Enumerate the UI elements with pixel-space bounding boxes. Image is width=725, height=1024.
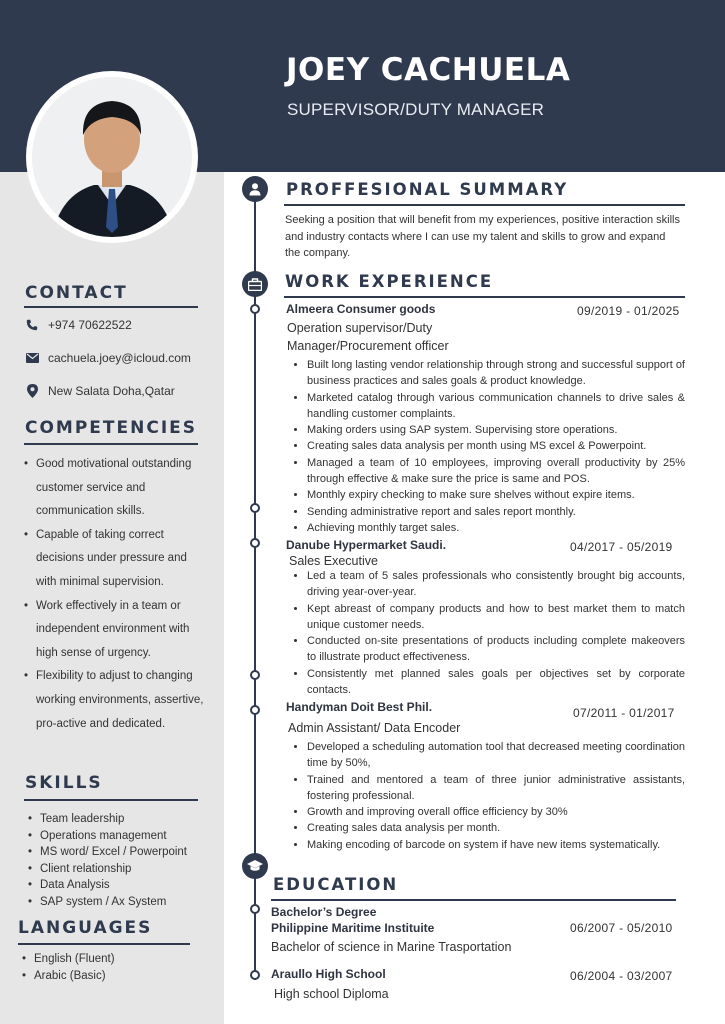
summary-heading: PROFFESIONAL SUMMARY <box>286 180 569 199</box>
education-school: Araullo High School <box>271 967 386 981</box>
list-item: • Achieving monthly target sales. <box>307 520 685 536</box>
location-pin-icon <box>24 384 40 398</box>
list-item: • Developed a scheduling automation tool that decreased meeting coordination time by 50%, <box>307 739 685 772</box>
education-detail: High school Diploma <box>274 987 389 1001</box>
list-item: • Arabic (Basic) <box>20 968 210 985</box>
profile-photo <box>26 71 198 243</box>
candidate-name: JOEY CACHUELA <box>286 52 571 88</box>
list-item: • Good motivational outstanding customer service and communication skills. <box>22 453 207 524</box>
work-experience-divider <box>284 296 685 298</box>
list-item: • Sending administrative report and sales report monthly. <box>307 504 685 520</box>
email-address: cachuela.joey@icloud.com <box>48 351 191 365</box>
education-degree: Bachelor’s Degree <box>271 905 377 919</box>
competencies-list <box>22 453 207 736</box>
work-experience-heading: WORK EXPERIENCE <box>285 272 494 291</box>
education-divider <box>271 899 676 901</box>
address-text: New Salata Doha,Qatar <box>48 384 175 398</box>
job-bullets <box>307 357 685 536</box>
list-item: • Making encoding of barcode on system if have new items systematically. <box>307 837 685 853</box>
competencies-heading: COMPETENCIES <box>25 418 198 438</box>
list-item: • Creating sales data analysis per month. <box>307 820 685 836</box>
job-company: Almeera Consumer goods <box>286 302 436 316</box>
candidate-title: SUPERVISOR/DUTY MANAGER <box>287 100 545 119</box>
languages-list <box>20 951 210 984</box>
graduation-cap-icon <box>242 853 268 879</box>
contact-email[interactable] <box>24 351 191 365</box>
list-item: • Creating sales data analysis per month using MS excel & Powerpoint. <box>307 438 685 454</box>
timeline-dot <box>250 904 260 914</box>
job-company: Danube Hypermarket Saudi. <box>286 538 447 552</box>
summary-text: Seeking a position that will benefit from my experiences, positive interaction skills and industry contacts where I can use my talent and skills to grow and expand the company. <box>285 214 680 259</box>
skills-heading: SKILLS <box>25 773 103 793</box>
list-item: • Marketed catalog through various communication channels to drive sales & handling customer complaints. <box>307 390 685 423</box>
timeline-dot <box>250 503 260 513</box>
list-item: • Team leadership <box>26 811 216 828</box>
education-detail: Bachelor of science in Marine Trasportation <box>271 940 512 954</box>
list-item: • Data Analysis <box>26 877 216 894</box>
person-icon <box>242 176 268 202</box>
list-item: • Built long lasting vendor relationship through strong and successful support of business practices and sales goals & product knowledge. <box>307 357 685 390</box>
list-item: • Growth and improving overall office efficiency by 30% <box>307 804 685 820</box>
languages-divider <box>18 943 190 945</box>
job-company: Handyman Doit Best Phil. <box>286 700 433 714</box>
contact-phone[interactable] <box>24 318 132 332</box>
timeline-dot <box>250 304 260 314</box>
timeline-dot <box>250 970 260 980</box>
job-dates: 09/2019 - 01/2025 <box>577 304 680 318</box>
job-dates: 04/2017 - 05/2019 <box>570 540 673 554</box>
list-item: • Managed a team of 10 employees, improving overall productivity by 25% through effective & make sure the price is same and POS. <box>307 455 685 488</box>
job-role: Operation supervisor/Duty Manager/Procurement officer <box>287 321 449 353</box>
list-item: • Trained and mentored a team of three junior administrative assistants, fostering professional. <box>307 772 685 805</box>
list-item: • Work effectively in a team or independent environment with high sense of urgency. <box>22 595 207 666</box>
list-item: • Led a team of 5 sales professionals who consistently brought big accounts, driving year-over-year. <box>307 568 685 601</box>
competencies-divider <box>24 443 198 445</box>
skills-divider <box>24 799 198 801</box>
phone-number: +974 70622522 <box>48 318 132 332</box>
list-item: • Consistently met planned sales goals per objectives set by corporate contacts. <box>307 666 685 699</box>
job-dates: 07/2011 - 01/2017 <box>573 706 675 720</box>
list-item: • Operations management <box>26 828 216 845</box>
summary-divider <box>284 204 685 206</box>
list-item: • Flexibility to adjust to changing working environments, assertive, pro-active and dedicated. <box>22 665 207 736</box>
job-role: Admin Assistant/ Data Encoder <box>288 721 461 735</box>
mail-icon <box>24 351 40 365</box>
job-bullets <box>307 568 685 698</box>
contact-heading: CONTACT <box>25 283 128 303</box>
list-item: • Conducted on-site presentations of products including complete makeovers to illustrate product effectiveness. <box>307 633 685 666</box>
skills-list <box>26 811 216 910</box>
list-item: • Monthly expiry checking to make sure shelves without expire items. <box>307 487 685 503</box>
timeline-dot <box>250 538 260 548</box>
education-dates: 06/2007 - 05/2010 <box>570 921 673 935</box>
avatar-icon <box>32 77 192 237</box>
list-item: • Kept abreast of company products and how to best market them to match unique customer needs. <box>307 601 685 634</box>
list-item: • Client relationship <box>26 861 216 878</box>
list-item: • Capable of taking correct decisions under pressure and with minimal supervision. <box>22 524 207 595</box>
phone-icon <box>24 318 40 332</box>
contact-divider <box>24 306 198 308</box>
languages-heading: LANGUAGES <box>18 918 153 938</box>
education-dates: 06/2004 - 03/2007 <box>570 969 673 983</box>
contact-address <box>24 384 175 398</box>
list-item: • SAP system / Ax System <box>26 894 216 911</box>
list-item: • MS word/ Excel / Powerpoint <box>26 844 216 861</box>
job-role: Sales Executive <box>289 554 378 568</box>
timeline-dot <box>250 705 260 715</box>
list-item: • Making orders using SAP system. Supervising store operations. <box>307 422 685 438</box>
timeline-dot <box>250 670 260 680</box>
list-item: • English (Fluent) <box>20 951 210 968</box>
briefcase-icon <box>242 271 268 297</box>
job-bullets <box>307 739 685 853</box>
education-school: Philippine Maritime Instituite <box>271 921 435 935</box>
education-heading: EDUCATION <box>273 875 399 894</box>
